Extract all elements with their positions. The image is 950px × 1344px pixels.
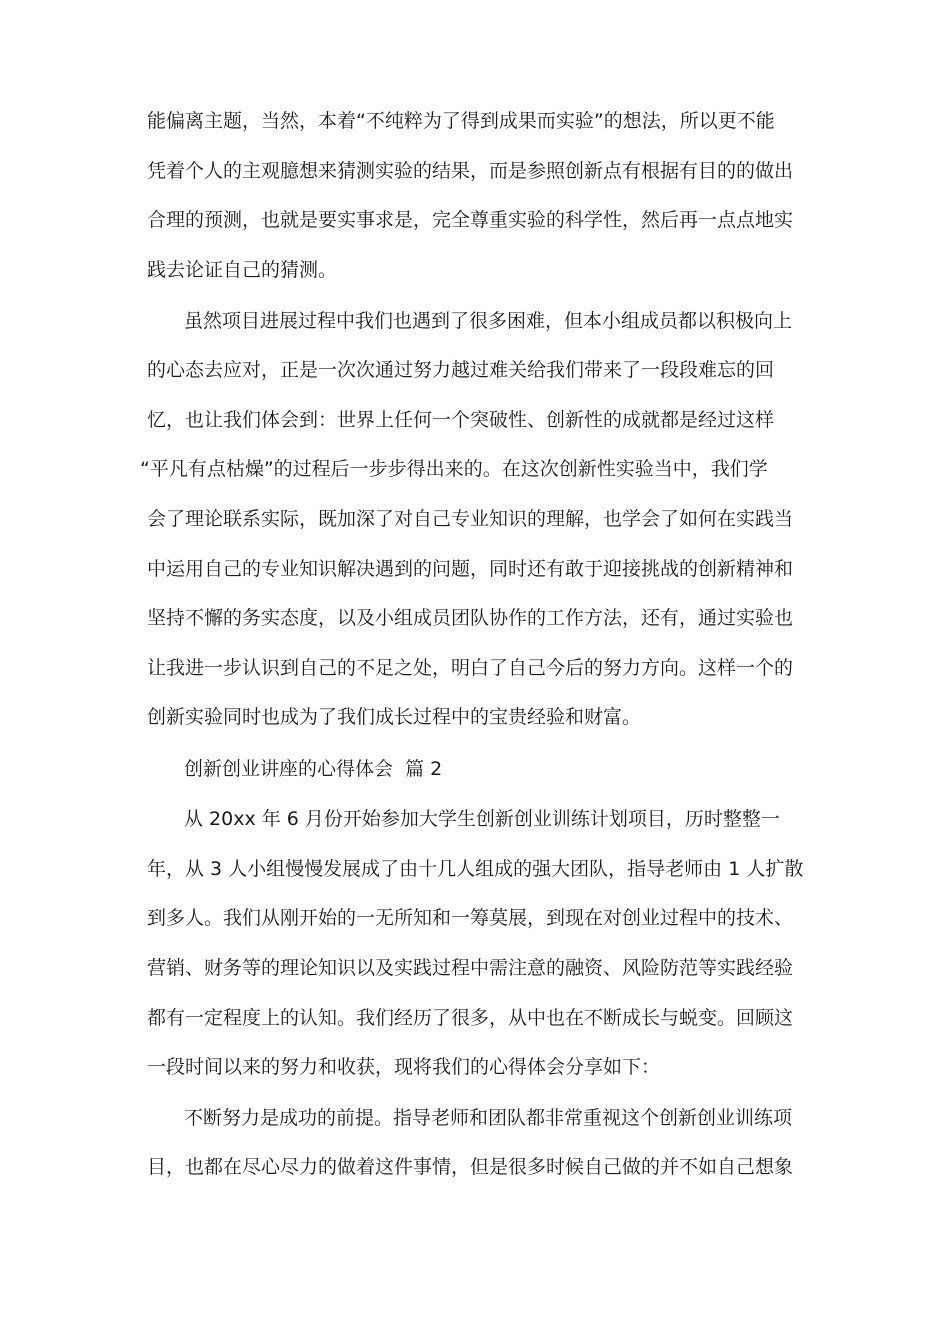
- text-line-7: 忆，也让我们体会到：世界上任何一个突破性、创新性的成就都是经过这样: [147, 409, 775, 431]
- text-line-22: 目，也都在尽心尽力的做着这件事情，但是很多时候自己做的并不如自己想象: [147, 1156, 794, 1178]
- text-line-21: 不断努力是成功的前提。指导老师和团队都非常重视这个创新创业训练项: [184, 1107, 793, 1129]
- text-line-6: 的心态去应对，正是一次次通过努力越过难关给我们带来了一段段难忘的回: [147, 359, 775, 381]
- text-line-17: 到多人。我们从刚开始的一无所知和一筹莫展，到现在对创业过程中的技术、: [147, 907, 794, 929]
- section-heading: 创新创业讲座的心得体会 篇 2: [184, 758, 443, 780]
- text-line-20: 一段时间以来的努力和收获，现将我们的心得体会分享如下：: [147, 1056, 661, 1078]
- text-line-18: 营销、财务等的理论知识以及实践过程中需注意的融资、风险防范等实践经验: [147, 957, 794, 979]
- text-line-1: 能偏离主题，当然，本着“不纯粹为了得到成果而实验”的想法，所以更不能: [147, 110, 775, 132]
- text-line-13: 创新实验同时也成为了我们成长过程中的宝贵经验和财富。: [147, 706, 642, 728]
- text-line-8: “平凡有点枯燥”的过程后一步步得出来的。在这次创新性实验当中，我们学: [140, 458, 768, 480]
- text-line-2: 凭着个人的主观臆想来猜测实验的结果，而是参照创新点有根据有目的的做出: [147, 160, 794, 182]
- text-line-12: 让我进一步认识到自己的不足之处，明白了自己今后的努力方向。这样一个的: [147, 657, 794, 679]
- text-line-10: 中运用自己的专业知识解决遇到的问题，同时还有敢于迎接挑战的创新精神和: [147, 558, 794, 580]
- text-line-15: 从 20xx 年 6 月份开始参加大学生创新创业训练计划项目，历时整整一: [184, 808, 780, 830]
- text-line-5: 虽然项目进展过程中我们也遇到了很多困难，但本小组成员都以积极向上: [184, 310, 793, 332]
- text-line-19: 都有一定程度上的认知。我们经历了很多，从中也在不断成长与蜕变。回顾这: [147, 1007, 794, 1029]
- text-line-11: 坚持不懈的务实态度，以及小组成员团队协作的工作方法，还有，通过实验也: [147, 607, 794, 629]
- text-line-16: 年，从 3 人小组慢慢发展成了由十几人组成的强大团队，指导老师由 1 人扩散: [147, 858, 804, 880]
- text-line-4: 践去论证自己的猜测。: [147, 259, 338, 281]
- text-line-9: 会了理论联系实际，既加深了对自己专业知识的理解，也学会了如何在实践当: [147, 508, 794, 530]
- text-line-3: 合理的预测，也就是要实事求是，完全尊重实验的科学性，然后再一点点地实: [147, 209, 794, 231]
